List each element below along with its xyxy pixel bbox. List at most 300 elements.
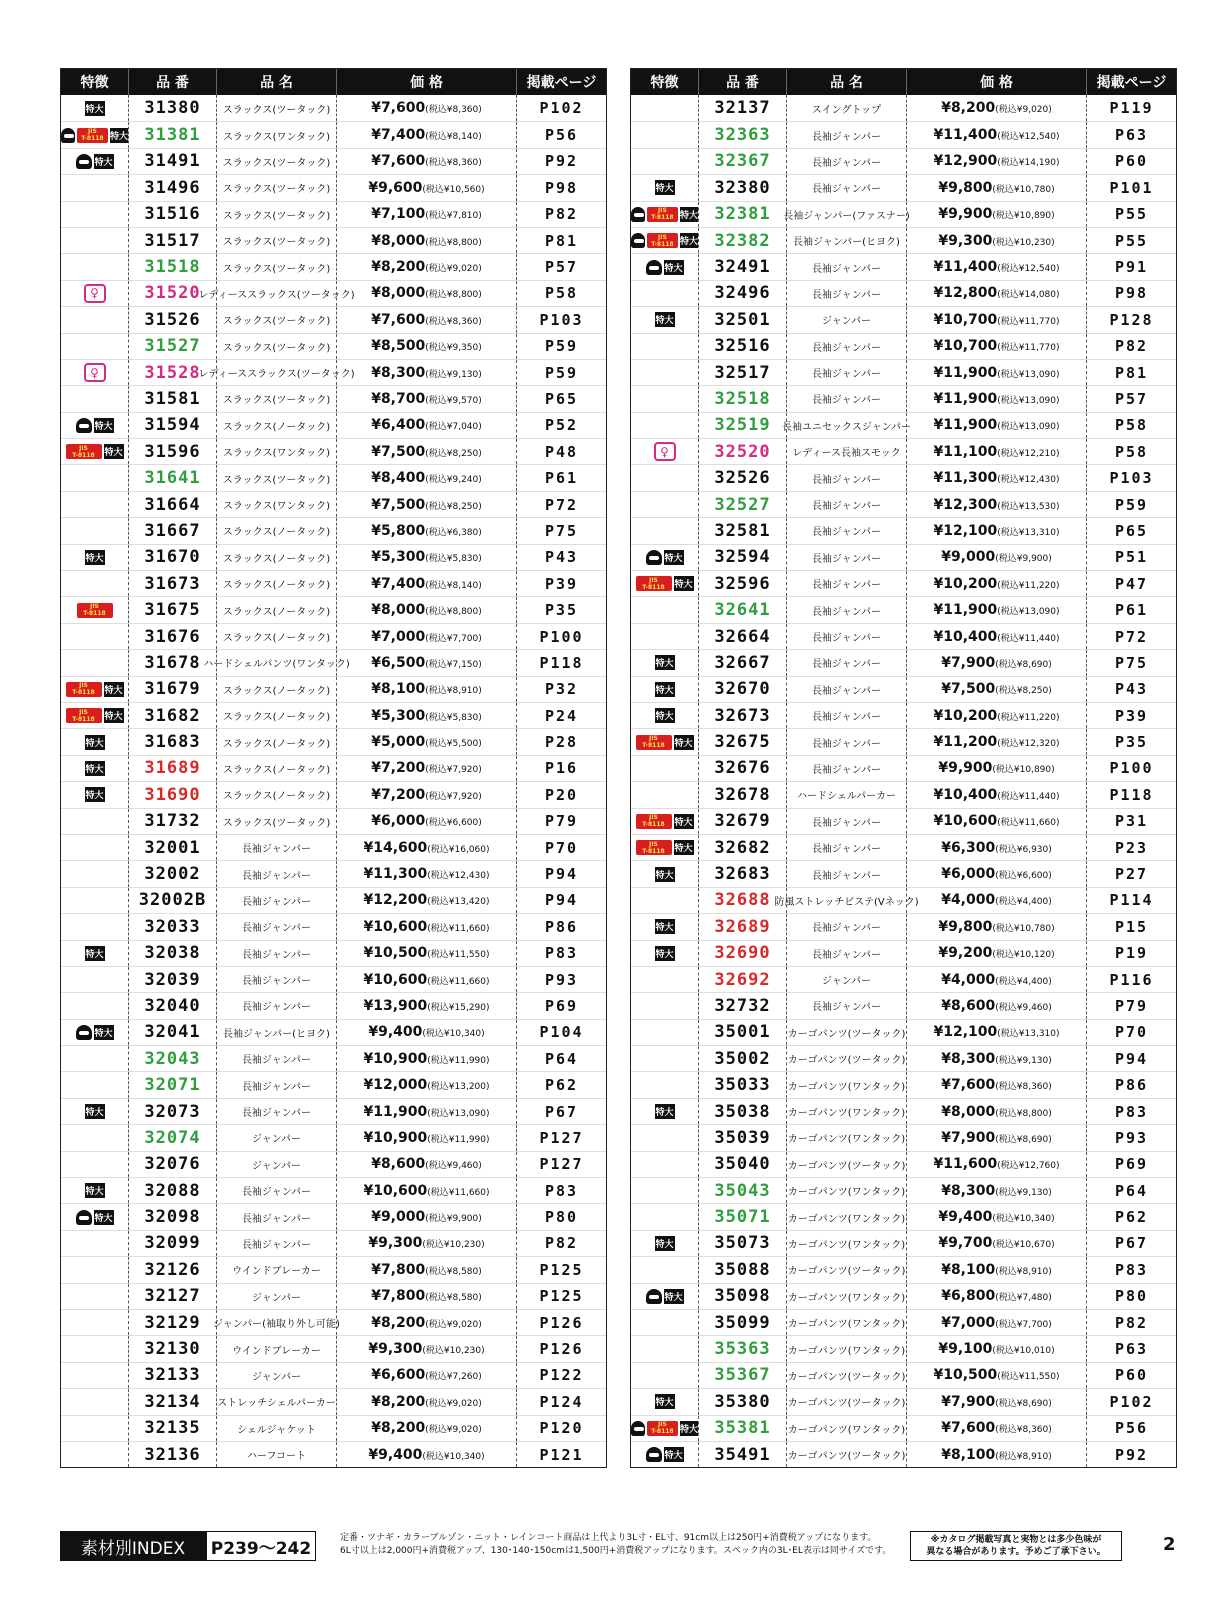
product-code-cell	[129, 597, 217, 622]
price-group	[933, 1024, 1059, 1040]
product-code: 32076	[144, 1154, 201, 1175]
price: ¥8,200	[371, 1393, 426, 1410]
catalog-page: P35	[544, 601, 579, 620]
price-cell	[907, 386, 1087, 411]
product-code: 32688	[714, 890, 771, 911]
price-with-tax: (税込¥7,480)	[995, 1293, 1052, 1304]
product-name: 長袖ジャンパー(ヒヨク)	[223, 1028, 330, 1040]
footer-color-warning	[910, 1531, 1122, 1561]
extra-large-size-icon: 特大	[655, 1236, 675, 1251]
tax-price: ¥9,460	[446, 1161, 479, 1172]
price-with-tax: (税込¥6,380)	[425, 527, 482, 538]
table-row	[631, 623, 1176, 649]
product-code: 31664	[144, 494, 201, 515]
price-cell	[337, 835, 517, 860]
catalog-page: P60	[1114, 152, 1149, 171]
tax-label: 税込	[428, 237, 447, 248]
catalog-page: P58	[1114, 442, 1149, 461]
tax-label: 税込	[1000, 633, 1019, 644]
tax-label: 税込	[998, 1082, 1017, 1093]
table-row	[631, 966, 1176, 992]
feature-cell	[61, 386, 129, 411]
price: ¥9,000	[941, 549, 996, 566]
tax-price: ¥13,090	[1018, 607, 1056, 618]
product-code: 35380	[714, 1391, 771, 1412]
price-cell	[907, 1336, 1087, 1361]
price-group	[371, 523, 482, 539]
price: ¥8,300	[941, 1182, 996, 1199]
table-row	[631, 1203, 1176, 1229]
table-row	[631, 174, 1176, 200]
product-code-cell	[129, 703, 217, 728]
footer	[60, 1531, 1120, 1561]
price-with-tax: (税込¥11,660)	[427, 1187, 490, 1198]
feature-cell	[631, 835, 699, 860]
feature-cell	[61, 122, 129, 147]
price-group	[371, 127, 482, 143]
tax-label: 税込	[428, 1319, 447, 1330]
product-name-cell	[217, 228, 337, 253]
product-code: 35002	[714, 1048, 771, 1069]
catalog-page-cell	[1087, 465, 1176, 490]
catalog-page-cell	[1087, 703, 1176, 728]
product-code: 31496	[144, 177, 201, 198]
price-with-tax: (税込¥7,040)	[425, 422, 482, 433]
product-name-cell	[217, 809, 337, 834]
price: ¥8,400	[371, 470, 426, 487]
header-name: 品 名	[787, 69, 907, 95]
product-name: スラックス(ツータック)	[222, 157, 331, 169]
product-name-cell	[787, 1125, 907, 1150]
price: ¥11,900	[933, 390, 998, 407]
feature-cell	[61, 1099, 129, 1124]
catalog-page-cell	[1087, 1178, 1176, 1203]
catalog-page-cell	[517, 1231, 606, 1256]
catalog-page: P116	[1109, 970, 1154, 989]
price-cell	[907, 677, 1087, 702]
price-with-tax: (税込¥5,500)	[425, 739, 482, 750]
tax-label: 税込	[1000, 607, 1019, 618]
price-cell	[337, 861, 517, 886]
feature-cell	[61, 360, 129, 385]
feature-cell	[631, 650, 699, 675]
product-name: 長袖ジャンパー	[241, 1002, 312, 1014]
price: ¥12,100	[933, 522, 998, 539]
product-name-cell	[787, 1442, 907, 1467]
tax-price: ¥12,540	[1018, 264, 1056, 275]
price-cell	[337, 1257, 517, 1282]
price-with-tax: (税込¥13,530)	[997, 501, 1060, 512]
price-with-tax: (税込¥6,930)	[995, 844, 1052, 855]
product-name-cell	[787, 861, 907, 886]
product-name-cell	[217, 202, 337, 227]
table-row	[631, 1362, 1176, 1388]
tax-price: ¥8,140	[446, 580, 479, 591]
price-group	[371, 1367, 482, 1383]
catalog-page-cell	[517, 1284, 606, 1309]
product-name-cell	[217, 1416, 337, 1441]
price-with-tax: (税込¥8,910)	[995, 1266, 1052, 1277]
catalog-page-cell	[1087, 782, 1176, 807]
catalog-page-cell	[1087, 1231, 1176, 1256]
feature-cell	[631, 571, 699, 596]
price-group	[371, 153, 482, 169]
price-with-tax: (税込¥4,400)	[995, 976, 1052, 987]
product-name-cell	[787, 439, 907, 464]
price: ¥12,300	[933, 496, 998, 513]
tax-label: 税込	[1000, 264, 1019, 275]
tax-price: ¥11,770	[1018, 316, 1056, 327]
catalog-page: P59	[1114, 495, 1149, 514]
product-name: カーゴパンツ(ワンタック)	[787, 1108, 906, 1120]
price-group	[368, 1024, 484, 1040]
product-code-cell	[699, 175, 787, 200]
product-code: 32129	[144, 1312, 201, 1333]
product-name-cell	[217, 677, 337, 702]
product-name: カーゴパンツ(ワンタック)	[787, 1239, 906, 1251]
extra-large-size-icon: 特大	[85, 101, 105, 116]
price: ¥10,200	[933, 707, 998, 724]
price-cell	[907, 756, 1087, 781]
product-name-cell	[787, 1020, 907, 1045]
price-cell	[337, 1310, 517, 1335]
price-group	[363, 866, 489, 882]
price: ¥9,000	[371, 1209, 426, 1226]
tax-label: 税込	[998, 871, 1017, 882]
price: ¥6,000	[371, 813, 426, 830]
jis-t8118-icon	[636, 576, 672, 591]
extra-large-size-icon: 特大	[674, 814, 694, 829]
product-code-cell	[129, 1284, 217, 1309]
price-group	[371, 760, 482, 776]
table-row	[61, 1045, 606, 1071]
tax-price: ¥10,010	[1013, 1346, 1052, 1357]
catalog-page: P35	[1114, 733, 1149, 752]
catalog-page-cell	[517, 571, 606, 596]
price-with-tax: (税込¥9,240)	[425, 475, 482, 486]
extra-large-size-icon: 特大	[655, 708, 675, 723]
catalog-page: P81	[1114, 363, 1149, 382]
price: ¥7,200	[371, 786, 426, 803]
catalog-page-cell	[517, 202, 606, 227]
product-name-cell	[217, 465, 337, 490]
price-cell	[337, 122, 517, 147]
product-code: 32002B	[138, 890, 207, 911]
product-code-cell	[129, 624, 217, 649]
product-code: 32732	[714, 995, 771, 1016]
tax-price: ¥10,780	[1013, 184, 1052, 195]
product-code: 32594	[714, 547, 771, 568]
catalog-page-cell	[1087, 386, 1176, 411]
price: ¥10,700	[933, 338, 998, 355]
feature-cell	[631, 1310, 699, 1335]
product-code: 32676	[714, 758, 771, 779]
product-code-cell	[129, 149, 217, 174]
product-code: 32099	[144, 1233, 201, 1254]
catalog-page: P122	[539, 1366, 584, 1385]
feature-cell	[631, 703, 699, 728]
tax-price: ¥8,360	[1016, 1425, 1049, 1436]
catalog-page: P62	[1114, 1208, 1149, 1227]
jis-t8118-icon	[647, 207, 678, 222]
price-with-tax: (税込¥12,320)	[997, 739, 1060, 750]
product-code-cell	[129, 756, 217, 781]
catalog-page-cell	[1087, 597, 1176, 622]
catalog-page-cell	[517, 175, 606, 200]
product-name-cell	[787, 835, 907, 860]
table-row	[61, 808, 606, 834]
extra-large-size-icon: 特大	[655, 682, 675, 697]
catalog-page-cell	[1087, 1336, 1176, 1361]
table-row	[631, 781, 1176, 807]
catalog-page-cell	[517, 967, 606, 992]
catalog-page: P39	[1114, 706, 1149, 725]
product-name: ジャンパー	[251, 1371, 302, 1383]
product-code: 31380	[144, 98, 201, 119]
tax-label: 税込	[1000, 791, 1019, 802]
table-row	[631, 1071, 1176, 1097]
price-with-tax: (税込¥10,340)	[422, 1451, 485, 1462]
jis-icon-text: JIS	[658, 1421, 667, 1429]
table-row	[631, 1177, 1176, 1203]
price-cell	[337, 545, 517, 570]
catalog-page-cell	[517, 492, 606, 517]
price-with-tax: (税込¥11,440)	[997, 791, 1060, 802]
helmet-icon	[61, 128, 75, 143]
price-cell	[337, 914, 517, 939]
tax-price: ¥11,550	[448, 950, 486, 961]
tax-price: ¥6,600	[1016, 871, 1049, 882]
table-row	[61, 121, 606, 147]
tax-price: ¥8,580	[446, 1293, 479, 1304]
catalog-page: P128	[1109, 310, 1154, 329]
product-name: カーゴパンツ(ワンタック)	[787, 1424, 906, 1436]
price-cell	[907, 571, 1087, 596]
feature-cell	[61, 941, 129, 966]
price-cell	[337, 703, 517, 728]
product-name-cell	[787, 1363, 907, 1388]
price-group	[371, 813, 482, 829]
product-name-cell	[787, 967, 907, 992]
price-with-tax: (税込¥8,800)	[425, 237, 482, 248]
tax-label: 税込	[1000, 422, 1019, 433]
tax-label: 税込	[1000, 448, 1019, 459]
product-code: 32670	[714, 679, 771, 700]
price-group	[941, 681, 1052, 697]
catalog-page: P82	[544, 205, 579, 224]
feature-cell	[631, 624, 699, 649]
product-name: ハードシェルパーカー	[797, 791, 896, 803]
catalog-page: P75	[544, 521, 579, 540]
tax-price: ¥5,500	[446, 739, 479, 750]
product-code: 32667	[714, 652, 771, 673]
product-name-cell	[787, 149, 907, 174]
table-row	[61, 834, 606, 860]
product-code-cell	[129, 334, 217, 359]
price-with-tax: (税込¥8,250)	[425, 501, 482, 512]
catalog-page-cell	[1087, 1099, 1176, 1124]
product-name-cell	[787, 1231, 907, 1256]
product-name-cell	[787, 281, 907, 306]
product-code: 32367	[714, 151, 771, 172]
feature-cell	[631, 1152, 699, 1177]
tax-label: 税込	[428, 105, 447, 116]
tax-price: ¥8,690	[1016, 1134, 1049, 1145]
price: ¥11,300	[933, 470, 998, 487]
price-cell	[907, 1204, 1087, 1229]
product-code: 31673	[144, 573, 201, 594]
table-row	[631, 359, 1176, 385]
catalog-page-cell	[1087, 571, 1176, 596]
extra-large-size-icon: 特大	[94, 154, 114, 169]
price-with-tax: (税込¥7,920)	[425, 765, 482, 776]
catalog-page: P32	[544, 680, 579, 699]
catalog-page-cell	[1087, 1257, 1176, 1282]
product-name: 長袖ジャンパー	[241, 976, 312, 988]
product-name: カーゴパンツ(ツータック)	[787, 1266, 906, 1278]
price: ¥5,300	[371, 549, 426, 566]
price-group	[941, 998, 1052, 1014]
tax-price: ¥10,560	[443, 184, 482, 195]
price-cell	[907, 1072, 1087, 1097]
product-name: スイングトップ	[811, 104, 882, 116]
price-with-tax: (税込¥13,090)	[427, 1108, 490, 1119]
product-code-cell	[129, 1363, 217, 1388]
price-group	[941, 1051, 1052, 1067]
catalog-page: P118	[1109, 785, 1154, 804]
product-code: 31526	[144, 309, 201, 330]
catalog-page-cell	[517, 518, 606, 543]
tax-price: ¥11,440	[1018, 791, 1056, 802]
price-cell	[337, 729, 517, 754]
price-group	[938, 919, 1054, 935]
product-code-cell	[129, 386, 217, 411]
product-name-cell	[198, 360, 355, 385]
feature-cell	[61, 1442, 129, 1467]
feature-cell	[61, 703, 129, 728]
product-code: 32043	[144, 1048, 201, 1069]
price-with-tax: (税込¥6,600)	[995, 871, 1052, 882]
feature-cell	[61, 1257, 129, 1282]
price-cell	[337, 386, 517, 411]
price-group	[363, 892, 489, 908]
catalog-page: P61	[544, 469, 579, 488]
product-name-cell	[217, 518, 337, 543]
product-code: 31517	[144, 230, 201, 251]
extra-large-size-icon: 特大	[655, 312, 675, 327]
tax-price: ¥7,920	[446, 791, 479, 802]
product-name: 長袖ジャンパー	[241, 1213, 312, 1225]
product-code-cell	[699, 1257, 787, 1282]
price: ¥8,700	[371, 390, 426, 407]
price-with-tax: (税込¥8,360)	[425, 158, 482, 169]
price-cell	[337, 202, 517, 227]
catalog-page-cell	[517, 809, 606, 834]
feature-cell	[631, 228, 699, 253]
catalog-page-cell	[1087, 650, 1176, 675]
price-cell	[907, 703, 1087, 728]
price: ¥9,400	[368, 1024, 423, 1041]
price-with-tax: (税込¥7,700)	[995, 1319, 1052, 1330]
price-group	[941, 655, 1052, 671]
price: ¥6,800	[941, 1288, 996, 1305]
price: ¥9,700	[938, 1235, 993, 1252]
tax-price: ¥9,900	[1016, 554, 1049, 565]
tax-price: ¥13,420	[448, 897, 486, 908]
product-code-cell	[699, 809, 787, 834]
tax-label: 税込	[428, 369, 447, 380]
feature-cell	[61, 307, 129, 332]
tax-price: ¥12,320	[1018, 739, 1056, 750]
product-name-cell	[217, 756, 337, 781]
product-name: 長袖ジャンパー	[811, 395, 882, 407]
price-cell	[337, 307, 517, 332]
price: ¥6,500	[371, 654, 426, 671]
product-code: 32088	[144, 1180, 201, 1201]
tax-price: ¥10,230	[1013, 237, 1052, 248]
product-name: 長袖ジャンパー	[811, 738, 882, 750]
product-name: カーゴパンツ(ワンタック)	[787, 1187, 906, 1199]
feature-cell	[631, 1046, 699, 1071]
product-code-cell	[699, 1204, 787, 1229]
price-with-tax: (税込¥8,690)	[995, 1134, 1052, 1145]
product-name: 長袖ジャンパー	[811, 817, 882, 829]
catalog-page-cell	[1087, 1416, 1176, 1441]
product-name-cell	[217, 967, 337, 992]
extra-large-size-icon: 特大	[674, 576, 694, 591]
product-name-cell	[787, 1310, 907, 1335]
product-code-cell	[129, 729, 217, 754]
price-cell	[337, 254, 517, 279]
product-code-cell	[699, 307, 787, 332]
tax-label: 税込	[998, 897, 1017, 908]
price-with-tax: (税込¥14,080)	[997, 290, 1060, 301]
price: ¥4,000	[941, 892, 996, 909]
feature-cell	[61, 95, 129, 121]
feature-cell	[631, 254, 699, 279]
table-row	[61, 1230, 606, 1256]
tax-price: ¥7,700	[446, 633, 479, 644]
catalog-page: P83	[544, 944, 579, 963]
price-cell	[907, 202, 1087, 227]
price-cell	[907, 518, 1087, 543]
price-group	[938, 760, 1054, 776]
catalog-page-cell	[1087, 941, 1176, 966]
price-group	[368, 180, 484, 196]
catalog-page-cell	[1087, 809, 1176, 834]
tax-price: ¥15,290	[448, 1002, 486, 1013]
price-with-tax: (税込¥12,540)	[997, 264, 1060, 275]
product-name-cell	[787, 1152, 907, 1177]
catalog-page-cell	[517, 228, 606, 253]
table-row	[61, 913, 606, 939]
product-name-cell	[787, 1389, 907, 1414]
catalog-page: P125	[539, 1260, 584, 1279]
price: ¥7,800	[371, 1288, 426, 1305]
price-cell	[337, 360, 517, 385]
product-code: 32074	[144, 1127, 201, 1148]
table-row	[61, 1335, 606, 1361]
product-name: 長袖ジャンパー	[811, 184, 882, 196]
jis-icon-text: T-8118	[651, 214, 674, 222]
price-cell	[337, 677, 517, 702]
price-with-tax: (税込¥8,360)	[995, 1082, 1052, 1093]
tax-price: ¥9,460	[1016, 1002, 1049, 1013]
tax-label: 税込	[428, 1398, 447, 1409]
product-code-cell	[129, 571, 217, 596]
catalog-page-cell	[517, 597, 606, 622]
product-code: 31679	[144, 679, 201, 700]
